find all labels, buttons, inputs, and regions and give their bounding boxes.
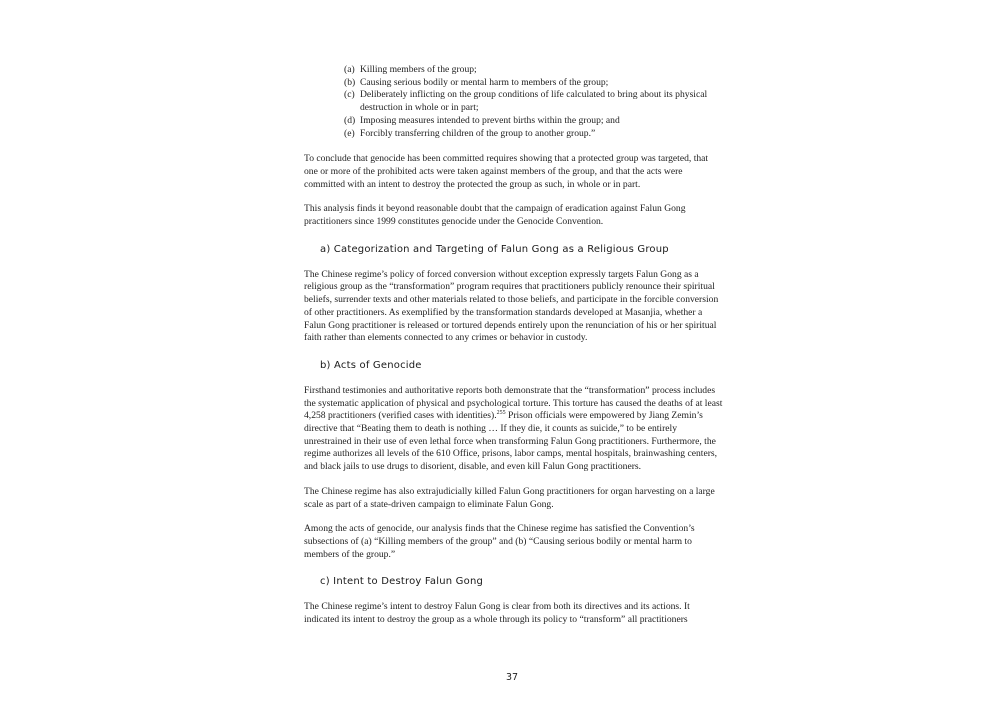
footnote-reference[interactable]: 255 bbox=[496, 410, 506, 417]
section-b-heading: b) Acts of Genocide bbox=[320, 359, 422, 371]
list-item-text: Deliberately inflicting on the group conditions of life calculated to bring about its physical destruction in whole or in part; bbox=[360, 89, 708, 114]
list-marker: (d) bbox=[344, 114, 356, 126]
list-marker: (b) bbox=[344, 76, 356, 88]
section-c-heading: c) Intent to Destroy Falun Gong bbox=[320, 576, 484, 588]
list-item-text: Killing members of the group; bbox=[360, 64, 477, 75]
list-marker: (a) bbox=[344, 64, 355, 75]
list-marker: (c) bbox=[344, 89, 355, 101]
section-b-paragraph-3: Among the acts of genocide, our analysis finds that the Chinese regime has satisfied the Convention’s subsections of (a) “Killing members of the group” and (b) “Causing serious bodily or mental harm to members of the group.” bbox=[304, 523, 695, 560]
list-item bbox=[344, 77, 724, 90]
intro-paragraph: To conclude that genocide has been committed requires showing that a protected group was targeted, that one or more of the prohibited acts were taken against members of the group, and that the acts were committed with an intent to destroy the protected the group as such, in whole or in part. bbox=[304, 153, 709, 190]
section-b-text-part1: Firsthand testimonies and authoritative reports both demonstrate that the “transformation” process includes the systematic application of physical and psychological torture. This torture has caused the deaths of at least 4,258 practitioners (verified cases with identities). bbox=[304, 384, 723, 422]
section-b-paragraph-2: The Chinese regime has also extrajudicially killed Falun Gong practitioners for organ harvesting on a large scale as part of a state-driven campaign to eliminate Falun Gong. bbox=[304, 485, 715, 510]
list-item bbox=[344, 89, 724, 114]
list-item-text: Forcibly transferring children of the group to another group.” bbox=[360, 127, 596, 139]
section-a-heading: a) Categorization and Targeting of Falun Gong as a Religious Group bbox=[320, 243, 669, 255]
section-a-paragraph: The Chinese regime’s policy of forced conversion without exception expressly targets Falun Gong as a religious group as the “transformation” program requires that practitioners publicly renounce their spiritual beliefs, surrender texts and other materials related to those beliefs, and participate in the forcible conversion of other practitioners. As exemplified by the transformation standards developed at Masanjia, whether a Falun Gong practitioner is released or tortured depends entirely upon the renunciation of his or her spiritual faith rather than elements connected to any crimes or behavior in custody. bbox=[304, 268, 719, 344]
list-item bbox=[344, 64, 724, 77]
list-marker: (e) bbox=[344, 127, 355, 139]
section-b-paragraph-1 bbox=[304, 385, 724, 474]
list-item-text: Causing serious bodily or mental harm to members of the group; bbox=[360, 76, 609, 88]
page-body bbox=[304, 64, 724, 639]
section-c-paragraph: The Chinese regime’s intent to destroy Falun Gong is clear from both its directives and its actions. It indicated its intent to destroy the group as a whole through its policy to “transform” all practitioners bbox=[304, 601, 690, 626]
page-number: 37 bbox=[505, 672, 519, 683]
list-item bbox=[344, 115, 724, 128]
list-item-text: Imposing measures intended to prevent births within the group; and bbox=[360, 114, 620, 126]
genocide-acts-list bbox=[344, 64, 724, 140]
list-item bbox=[344, 128, 724, 141]
section-b-text-part2: Prison officials were empowered by Jiang Zemin’s directive that “Beating them to death is nothing … If they die, it counts as suicide,” to be entirely unrestrained in their use of even lethal force when transforming Falun Gong practitioners. Furthermore, the regime authorizes all levels of the 610 Office, prisons, labor camps, mental hospitals, brainwashing centers, and black jails to use drugs to disorient, disable, and even kill Falun Gong practitioners. bbox=[304, 410, 718, 473]
intro-paragraph: This analysis finds it beyond reasonable doubt that the campaign of eradication against Falun Gong practitioners since 1999 constitutes genocide under the Genocide Convention. bbox=[304, 203, 686, 228]
